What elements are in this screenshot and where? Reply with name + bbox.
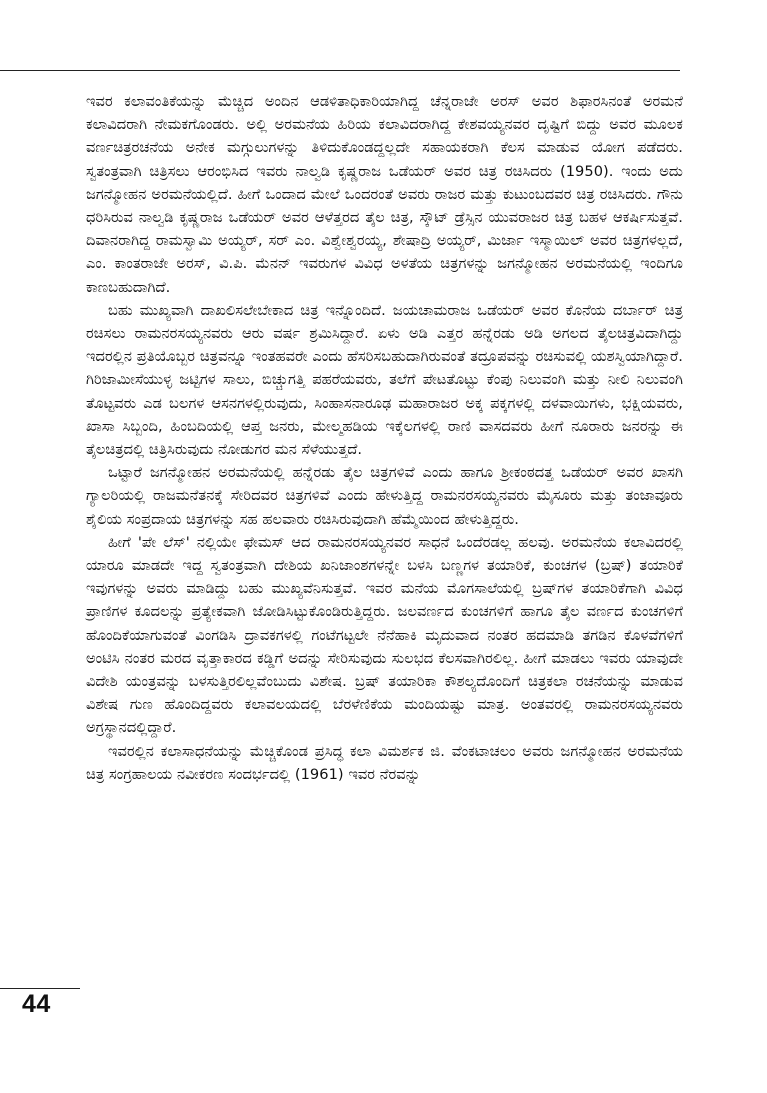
- paragraph-1: ಇವರ ಕಲಾವಂತಿಕೆಯನ್ನು ಮೆಚ್ಚಿದ ಅಂದಿನ ಆಡಳಿತಾಧಿಕಾರಿಯಾಗಿದ್ದ ಚೆನ್ನರಾಜೇ ಅರಸ್ ಅವರ ಶಿಫಾರಸಿನಂತೆ ಅರಮನೆ ಕಲಾವಿದರಾಗಿ ನೇಮಕಗೊಂಡರು. ಅಲ್ಲಿ ಅರಮನೆಯ ಹಿರಿಯ ಕಲಾವಿದರಾಗಿದ್ದ ಕೇಶವಯ್ಯನವರ ದೃಷ್ಟಿಗೆ ಬಿದ್ದು ಅವರ ಮೂಲಕ ವರ್ಣಚಿತ್ರರಚನೆಯ ಅನೇಕ ಮಗ್ಗುಲುಗಳನ್ನು ತಿಳಿದುಕೊಂಡದ್ದಲ್ಲದೇ ಸಹಾಯಕರಾಗಿ ಕೆಲಸ ಮಾಡುವ ಯೋಗ ಪಡೆದರು. ಸ್ವತಂತ್ರವಾಗಿ ಚಿತ್ರಿಸಲು ಆರಂಭಿಸಿದ ಇವರು ನಾಲ್ವಡಿ ಕೃಷ್ಣರಾಜ ಒಡೆಯರ್ ಅವರ ಚಿತ್ರ ರಚಿಸಿದರು (1950). ಇಂದು ಅದು ಜಗನ್ಮೋಹನ ಅರಮನೆಯಲ್ಲಿದೆ. ಹೀಗೆ ಒಂದಾದ ಮೇಲೆ ಒಂದರಂತೆ ಅವರು ರಾಜರ ಮತ್ತು ಕುಟುಂಬದವರ ಚಿತ್ರ ರಚಿಸಿದರು. ಗೌನು ಧರಿಸಿರುವ ನಾಲ್ವಡಿ ಕೃಷ್ಣರಾಜ ಒಡೆಯರ್ ಅವರ ಆಳೆತ್ತರದ ತೈಲ ಚಿತ್ರ, ಸ್ಕೌಟ್ ಡ್ರೆಸ್ಸಿನ ಯುವರಾಜರ ಚಿತ್ರ ಬಹಳ ಆಕರ್ಷಿಸುತ್ತವೆ. ದಿವಾನರಾಗಿದ್ದ ರಾಮಸ್ವಾಮಿ ಅಯ್ಯರ್, ಸರ್ ಎಂ. ವಿಶ್ವೇಶ್ವರಯ್ಯ, ಶೇಷಾದ್ರಿ ಅಯ್ಯರ್, ಮಿರ್ಜಾ ಇಸ್ಮಾಯಿಲ್ ಅವರ ಚಿತ್ರಗಳಲ್ಲದೆ, ಎಂ. ಕಾಂತರಾಜೇ ಅರಸ್, ವಿ.ಪಿ. ಮೆನನ್ ಇವರುಗಳ ವಿವಿಧ ಅಳತೆಯ ಚಿತ್ರಗಳನ್ನು ಜಗನ್ಮೋಹನ ಅರಮನೆಯಲ್ಲಿ ಇಂದಿಗೂ ಕಾಣಬಹುದಾಗಿದೆ.: [86, 93, 683, 296]
- paragraph-2: ಬಹು ಮುಖ್ಯವಾಗಿ ದಾಖಲಿಸಲೇಬೇಕಾದ ಚಿತ್ರ ಇನ್ನೊಂದಿದೆ. ಜಯಚಾಮರಾಜ ಒಡೆಯರ್ ಅವರ ಕೊನೆಯ ದರ್ಬಾರ್ ಚಿತ್ರ ರಚಿಸಲು ರಾಮನರಸಯ್ಯನವರು ಆರು ವರ್ಷ ಶ್ರಮಿಸಿದ್ದಾರೆ. ಏಳು ಅಡಿ ಎತ್ತರ ಹನ್ನೆರಡು ಅಡಿ ಅಗಲದ ತೈಲಚಿತ್ರವಿದಾಗಿದ್ದು ಇದರಲ್ಲಿನ ಪ್ರತಿಯೊಬ್ಬರ ಚಿತ್ರವನ್ನೂ ಇಂತಹವರೇ ಎಂದು ಹೆಸರಿಸಬಹುದಾಗಿರುವಂತೆ ತದ್ರೂಪವನ್ನು ರಚಿಸುವಲ್ಲಿ ಯಶಸ್ವಿಯಾಗಿದ್ದಾರೆ. ಗಿರಿಜಾಮೀಸೆಯುಳ್ಳ ಜಟ್ಟಿಗಳ ಸಾಲು, ಬಿಚ್ಚುಗತ್ತಿ ಪಹರೆಯವರು, ತಲೆಗೆ ಪೇಟತೊಟ್ಟು ಕೆಂಪು ನಿಲುವಂಗಿ ಮತ್ತು ನೀಲಿ ನಿಲುವಂಗಿ ತೊಟ್ಟವರು ಎಡ ಬಲಗಳ ಆಸನಗಳಲ್ಲಿರುವುದು, ಸಿಂಹಾಸನಾರೂಢ ಮಹಾರಾಜರ ಅಕ್ಕ ಪಕ್ಕಗಳಲ್ಲಿ ದಳವಾಯಿಗಳು, ಭಕ್ಷಿಯವರು, ಖಾಸಾ ಸಿಬ್ಬಂದಿ, ಹಿಂಬದಿಯಲ್ಲಿ ಆಪ್ತ ಜನರು, ಮೇಲ್ಮಹಡಿಯ ಇಕ್ಕೆಲಗಳಲ್ಲಿ ರಾಣಿ ವಾಸದವರು ಹೀಗೆ ನೂರಾರು ಜನರನ್ನು ಈ ತೈಲಚಿತ್ರದಲ್ಲಿ ಚಿತ್ರಿಸಿರುವುದು ನೋಡುಗರ ಮನ ಸೆಳೆಯುತ್ತದೆ.: [86, 301, 683, 459]
- paragraph-4: ಹೀಗೆ 'ಪೇ ಲೆಸ್' ನಲ್ಲಿಯೇ ಫೇಮಸ್ ಆದ ರಾಮನರಸಯ್ಯನವರ ಸಾಧನೆ ಒಂದೆರಡಲ್ಲ ಹಲವು. ಅರಮನೆಯ ಕಲಾವಿದರಲ್ಲಿ ಯಾರೂ ಮಾಡದೇ ಇದ್ದ ಸ್ವತಂತ್ರವಾಗಿ ದೇಶಿಯ ಖನಿಜಾಂಶಗಳನ್ನೇ ಬಳಸಿ ಬಣ್ಣಗಳ ತಯಾರಿಕೆ, ಕುಂಚಗಳ (ಬ್ರಷ್) ತಯಾರಿಕೆ ಇವುಗಳನ್ನು ಅವರು ಮಾಡಿದ್ದು ಬಹು ಮುಖ್ಯವೆನಿಸುತ್ತವೆ. ಇವರ ಮನೆಯ ಮೊಗಸಾಲೆಯಲ್ಲಿ ಬ್ರಷ್‌ಗಳ ತಯಾರಿಕೆಗಾಗಿ ವಿವಿಧ ಪ್ರಾಣಿಗಳ ಕೂದಲನ್ನು ಪ್ರತ್ಯೇಕವಾಗಿ ಜೋಡಿಸಿಟ್ಟುಕೊಂಡಿರುತ್ತಿದ್ದರು. ಜಲವರ್ಣದ ಕುಂಚಗಳಿಗೆ ಹಾಗೂ ತೈಲ ವರ್ಣದ ಕುಂಚಗಳಿಗೆ ಹೊಂದಿಕೆಯಾಗುವಂತೆ ವಿಂಗಡಿಸಿ ದ್ರಾವಕಗಳಲ್ಲಿ ಗಂಟೆಗಟ್ಟಲೇ ನೆನೆಹಾಕಿ ಮೃದುವಾದ ನಂತರ ಹದಮಾಡಿ ತಗಡಿನ ಕೊಳವೆಗಳಿಗೆ ಅಂಟಿಸಿ ನಂತರ ಮರದ ವೃತ್ತಾಕಾರದ ಕಡ್ಡಿಗೆ ಅದನ್ನು ಸೇರಿಸುವುದು ಸುಲಭದ ಕೆಲಸವಾಗಿರಲಿಲ್ಲ. ಹೀಗೆ ಮಾಡಲು ಇವರು ಯಾವುದೇ ವಿದೇಶಿ ಯಂತ್ರವನ್ನು ಬಳಸುತ್ತಿರಲಿಲ್ಲವೆಂಬುದು ವಿಶೇಷ. ಬ್ರಷ್ ತಯಾರಿಕಾ ಕೌಶಲ್ಯದೊಂದಿಗೆ ಚಿತ್ರಕಲಾ ರಚನೆಯನ್ನು ಮಾಡುವ ವಿಶೇಷ ಗುಣ ಹೊಂದಿದ್ದವರು ಕಲಾವಲಯದಲ್ಲಿ ಬೆರಳೆಣಿಕೆಯ ಮಂದಿಯಷ್ಟು ಮಾತ್ರ. ಅಂತವರಲ್ಲಿ ರಾಮನರಸಯ್ಯನವರು ಅಗ್ರಸ್ಥಾನದಲ್ಲಿದ್ದಾರೆ.: [86, 533, 683, 737]
- top-divider: [0, 70, 680, 71]
- page-number: 44: [22, 990, 51, 1018]
- paragraph-5: ಇವರಲ್ಲಿನ ಕಲಾಸಾಧನೆಯನ್ನು ಮೆಚ್ಚಿಕೊಂಡ ಪ್ರಸಿದ್ಧ ಕಲಾ ವಿಮರ್ಶಕ ಜಿ. ವೆಂಕಟಾಚಲಂ ಅವರು ಜಗನ್ಮೋಹನ ಅರಮನೆಯ ಚಿತ್ರ ಸಂಗ್ರಹಾಲಯ ನವೀಕರಣ ಸಂದರ್ಭದಲ್ಲಿ (1961) ಇವರ ನೆರವನ್ನು: [86, 742, 683, 783]
- page-number-divider: [0, 988, 80, 989]
- paragraph-3: ಒಟ್ಟಾರೆ ಜಗನ್ಮೋಹನ ಅರಮನೆಯಲ್ಲಿ ಹನ್ನೆರಡು ತೈಲ ಚಿತ್ರಗಳಿವೆ ಎಂದು ಹಾಗೂ ಶ್ರೀಕಂಠದತ್ತ ಒಡೆಯರ್ ಅವರ ಖಾಸಗಿ ಗ್ಯಾಲರಿಯಲ್ಲಿ ರಾಜಮನೆತನಕ್ಕೆ ಸೇರಿದವರ ಚಿತ್ರಗಳಿವೆ ಎಂದು ಹೇಳುತ್ತಿದ್ದ ರಾಮನರಸಯ್ಯನವರು ಮೈಸೂರು ಮತ್ತು ತಂಜಾವೂರು ಶೈಲಿಯ ಸಂಪ್ರದಾಯ ಚಿತ್ರಗಳನ್ನು ಸಹ ಹಲವಾರು ರಚಿಸಿರುವುದಾಗಿ ಹೆಮ್ಮೆಯಿಂದ ಹೇಳುತ್ತಿದ್ದರು.: [86, 464, 683, 528]
- page-body: [86, 90, 683, 786]
